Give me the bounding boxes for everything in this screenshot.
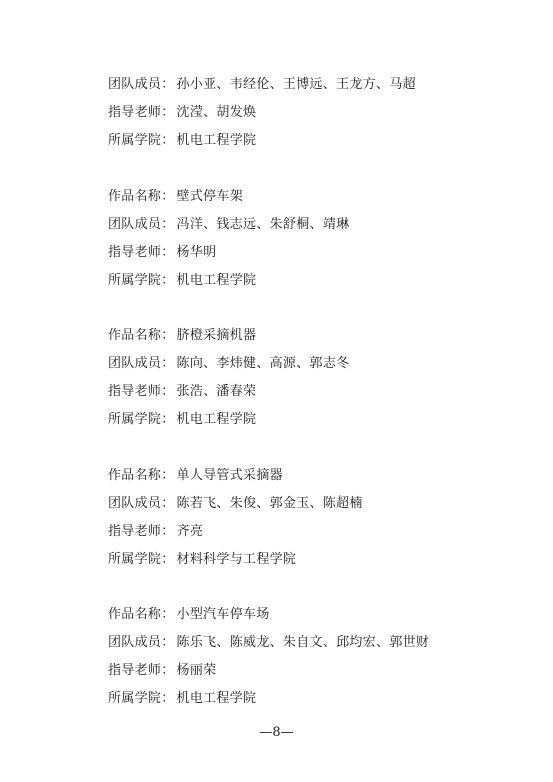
advisors-value: 沈滢、胡发焕 [176,105,257,120]
entry-1-college [108,133,256,149]
members-value: 陈向、李炜健、高源、郭志冬 [176,356,350,371]
title-value: 壁式停车架 [176,189,244,204]
members-label: 团队成员： [108,356,175,371]
members-label: 团队成员： [108,217,175,232]
title-label: 作品名称： [108,468,175,483]
advisors-label: 指导老师： [108,524,175,539]
college-label: 所属学院： [108,552,175,567]
entry-3-advisors [108,384,256,400]
title-label: 作品名称： [108,607,175,622]
advisors-value: 杨丽荣 [176,663,217,678]
college-label: 所属学院： [108,133,175,148]
entry-4-advisors [108,524,203,540]
title-label: 作品名称： [108,328,175,343]
college-value: 材料科学与工程学院 [176,552,297,567]
entry-4-college [108,552,296,568]
advisors-value: 齐亮 [176,524,204,539]
entry-2-college [108,273,256,289]
title-value: 小型汽车停车场 [176,607,270,622]
entry-3-title [108,328,256,344]
members-value: 陈乐飞、陈威龙、朱自文、邱均宏、郭世财 [176,635,430,650]
college-value: 机电工程学院 [176,273,257,288]
college-label: 所属学院： [108,412,175,427]
entry-4-title [108,468,283,484]
title-value: 单人导管式采摘器 [176,468,283,483]
advisors-label: 指导老师： [108,663,175,678]
entry-1-members [108,77,416,93]
entry-4-members [108,496,363,512]
entry-5-advisors [108,663,216,679]
members-label: 团队成员： [108,77,175,92]
page-number: —8— [259,725,294,740]
title-label: 作品名称： [108,189,175,204]
title-value: 脐橙采摘机器 [176,328,257,343]
entry-1-advisors [108,105,256,121]
entry-5-title [108,607,270,623]
college-label: 所属学院： [108,273,175,288]
college-value: 机电工程学院 [176,691,257,706]
members-label: 团队成员： [108,635,175,650]
entry-2-title [108,189,243,205]
members-label: 团队成员： [108,496,175,511]
entry-2-members [108,217,349,233]
entry-3-members [108,356,349,372]
advisors-label: 指导老师： [108,384,175,399]
college-value: 机电工程学院 [176,412,257,427]
college-label: 所属学院： [108,691,175,706]
entry-5-members [108,635,429,651]
members-value: 孙小亚、韦经伦、王博远、王龙方、马超 [176,77,416,92]
advisors-value: 张浩、潘春荣 [176,384,257,399]
advisors-label: 指导老师： [108,105,175,120]
members-value: 冯洋、钱志远、朱舒桐、靖琳 [176,217,350,232]
advisors-value: 杨华明 [176,245,217,260]
entry-5-college [108,691,256,707]
entry-2-advisors [108,245,216,261]
members-value: 陈若飞、朱俊、郭金玉、陈超楠 [176,496,363,511]
college-value: 机电工程学院 [176,133,257,148]
advisors-label: 指导老师： [108,245,175,260]
entry-3-college [108,412,256,428]
